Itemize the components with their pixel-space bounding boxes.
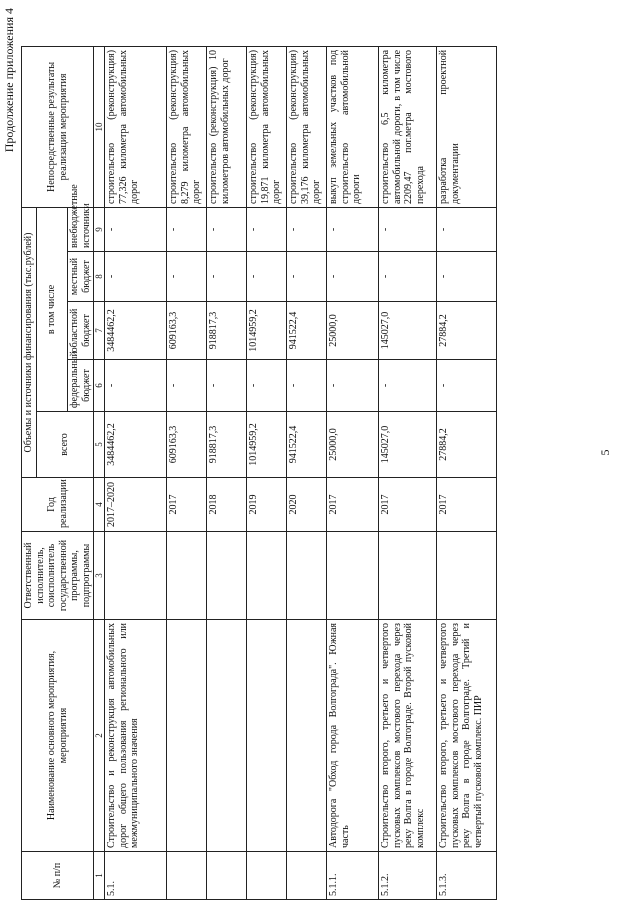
result-cell: строительство (реконструкция) 8,279 километра автомобильных дорог xyxy=(167,46,207,207)
column-number: 8 xyxy=(94,252,105,302)
federal-cell: - xyxy=(379,360,437,412)
header-year: Год реализации xyxy=(22,478,94,532)
regional-cell: 25000,0 xyxy=(327,302,379,360)
local-cell: - xyxy=(327,252,379,302)
responsible-cell xyxy=(327,532,379,620)
column-number: 9 xyxy=(94,207,105,251)
regional-cell: 3484462,2 xyxy=(105,302,167,360)
row-number xyxy=(287,852,327,900)
local-cell: - xyxy=(437,252,497,302)
extra-cell: - xyxy=(105,207,167,251)
year-cell: 2019 xyxy=(247,478,287,532)
total-cell: 609163,3 xyxy=(167,412,207,478)
result-cell: разработка проектной документации xyxy=(437,46,497,207)
extra-cell: - xyxy=(379,207,437,251)
responsible-cell xyxy=(207,532,247,620)
page-number: 5 xyxy=(598,449,612,456)
measure-name xyxy=(287,620,327,852)
year-cell: 2017 xyxy=(379,478,437,532)
result-cell: выкуп земельных участков под строительство автомобильной дороги xyxy=(327,46,379,207)
year-cell: 2017–2020 xyxy=(105,478,167,532)
row-number xyxy=(247,852,287,900)
column-number: 1 xyxy=(94,852,105,900)
table-row xyxy=(379,46,437,899)
table-row xyxy=(437,46,497,899)
header-federal: федеральный бюджет xyxy=(68,360,94,412)
total-cell: 918817,3 xyxy=(207,412,247,478)
column-number: 6 xyxy=(94,360,105,412)
header-including: в том числе xyxy=(36,207,68,411)
table-row xyxy=(327,46,379,899)
column-number: 7 xyxy=(94,302,105,360)
column-number: 2 xyxy=(94,620,105,852)
measure-name xyxy=(247,620,287,852)
header-extra: внебюджетные источники xyxy=(68,207,94,251)
local-cell: - xyxy=(105,252,167,302)
regional-cell: 145027,0 xyxy=(379,302,437,360)
table-row xyxy=(247,46,287,899)
federal-cell: - xyxy=(105,360,167,412)
year-cell: 2018 xyxy=(207,478,247,532)
header-results: Непосредственные результаты реализации мероприятия xyxy=(22,46,94,207)
table-row xyxy=(167,46,207,899)
table-row xyxy=(287,46,327,899)
extra-cell: - xyxy=(247,207,287,251)
column-number: 3 xyxy=(94,532,105,620)
result-cell: строительство (реконструкция) 39,176 километра автомобильных дорог xyxy=(287,46,327,207)
regional-cell: 941522,4 xyxy=(287,302,327,360)
responsible-cell xyxy=(437,532,497,620)
local-cell: - xyxy=(207,252,247,302)
extra-cell: - xyxy=(287,207,327,251)
extra-cell: - xyxy=(437,207,497,251)
table-row xyxy=(105,46,167,899)
responsible-cell xyxy=(247,532,287,620)
local-cell: - xyxy=(167,252,207,302)
measure-name xyxy=(167,620,207,852)
extra-cell: - xyxy=(327,207,379,251)
result-cell: строительство (реконструкция) 19,871 километра автомобильных дорог xyxy=(247,46,287,207)
table-body xyxy=(105,46,497,899)
measure-name: Строительство второго, третьего и четвертого пусковых комплексов мостового перехода через реку Волга в городе Волгограде. Второй пусковой комплекс xyxy=(379,620,437,852)
header-total: всего xyxy=(36,412,94,478)
header-row xyxy=(22,46,37,899)
column-number: 5 xyxy=(94,412,105,478)
year-cell: 2020 xyxy=(287,478,327,532)
federal-cell: - xyxy=(247,360,287,412)
row-number: 5.1.1. xyxy=(327,852,379,900)
financing-table xyxy=(21,46,497,900)
measure-name: Автодорога "Обход города Волгограда". Южная часть xyxy=(327,620,379,852)
federal-cell: - xyxy=(287,360,327,412)
federal-cell: - xyxy=(437,360,497,412)
result-cell: строительство (реконструкция) 77,326 километра автомобильных дорог xyxy=(105,46,167,207)
header-regional: областной бюджет xyxy=(68,302,94,360)
local-cell: - xyxy=(379,252,437,302)
row-number: 5.1. xyxy=(105,852,167,900)
header-name: Наименование основного мероприятия, мероприятия xyxy=(22,620,94,852)
result-cell: строительство (реконструкция) 10 километров автомобильных дорог xyxy=(207,46,247,207)
federal-cell: - xyxy=(207,360,247,412)
row-number: 5.1.2. xyxy=(379,852,437,900)
header-responsible: Ответственный исполнитель, соисполнитель государственной программы, подпрограммы xyxy=(22,532,94,620)
responsible-cell xyxy=(167,532,207,620)
row-number xyxy=(207,852,247,900)
regional-cell: 609163,3 xyxy=(167,302,207,360)
measure-name: Строительство второго, третьего и четвертого пусковых комплексов мостового перехода через реку Волга в городе Волгограде. Третий и четвертый пусковой комплекс. ПИР xyxy=(437,620,497,852)
local-cell: - xyxy=(247,252,287,302)
total-cell: 1014959,2 xyxy=(247,412,287,478)
total-cell: 145027,0 xyxy=(379,412,437,478)
header-local: местный бюджет xyxy=(68,252,94,302)
column-number: 4 xyxy=(94,478,105,532)
total-cell: 941522,4 xyxy=(287,412,327,478)
measure-name: Строительство и реконструкция автомобильных дорог общего пользования регионального или межмуниципального значения xyxy=(105,620,167,852)
measure-name xyxy=(207,620,247,852)
total-cell: 27884,2 xyxy=(437,412,497,478)
responsible-cell xyxy=(379,532,437,620)
regional-cell: 918817,3 xyxy=(207,302,247,360)
extra-cell: - xyxy=(207,207,247,251)
column-number: 10 xyxy=(94,46,105,207)
federal-cell: - xyxy=(167,360,207,412)
header-finance: Объемы и источники финансирования (тыс.рублей) xyxy=(22,207,37,477)
header-no: № п/п xyxy=(22,852,94,900)
row-number xyxy=(167,852,207,900)
extra-cell: - xyxy=(167,207,207,251)
row-number: 5.1.3. xyxy=(437,852,497,900)
year-cell: 2017 xyxy=(327,478,379,532)
column-number-row xyxy=(94,46,105,899)
result-cell: строительство 6,5 километра автомобильной дороги, в том числе 2209,47 пог.метра мостового перехода xyxy=(379,46,437,207)
year-cell: 2017 xyxy=(167,478,207,532)
total-cell: 25000,0 xyxy=(327,412,379,478)
regional-cell: 1014959,2 xyxy=(247,302,287,360)
table-row xyxy=(207,46,247,899)
year-cell: 2017 xyxy=(437,478,497,532)
responsible-cell xyxy=(287,532,327,620)
local-cell: - xyxy=(287,252,327,302)
total-cell: 3484462,2 xyxy=(105,412,167,478)
responsible-cell xyxy=(105,532,167,620)
continuation-note: Продолжение приложения 4 xyxy=(2,8,16,153)
regional-cell: 27884,2 xyxy=(437,302,497,360)
federal-cell: - xyxy=(327,360,379,412)
